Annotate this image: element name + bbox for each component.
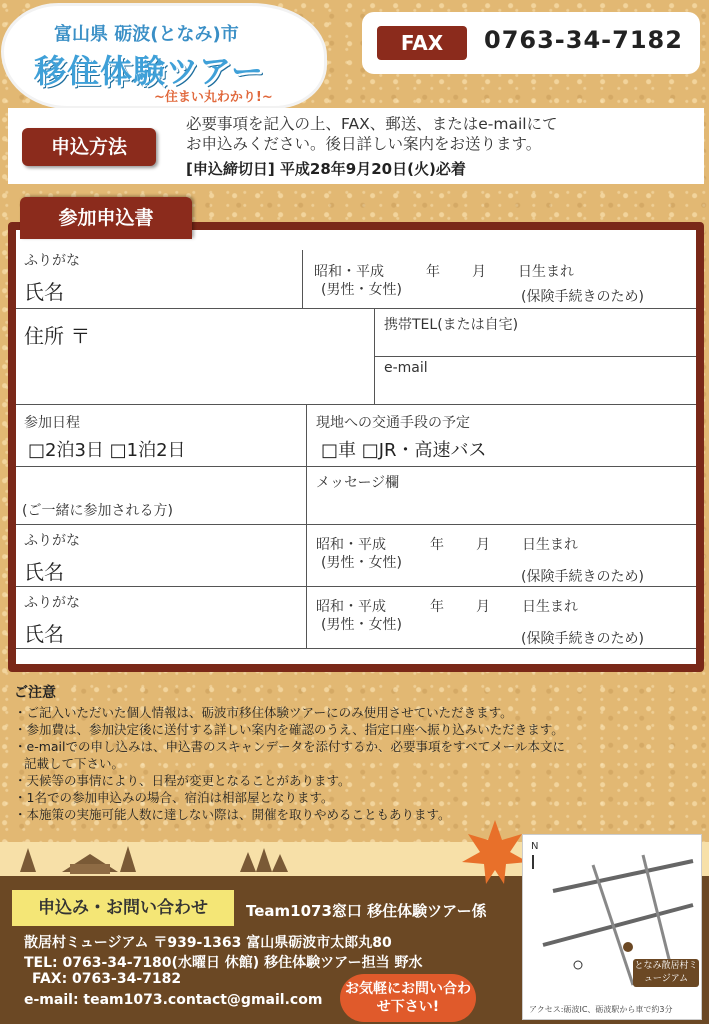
birth-era[interactable]: 昭和・平成 bbox=[316, 599, 386, 615]
inquiry-bubble: お気軽にお問い合わせ下さい! bbox=[340, 974, 476, 1022]
birth-month: 月 bbox=[472, 264, 486, 280]
insurance-note: (保険手続きのため) bbox=[521, 631, 644, 647]
furigana-label: ふりがな bbox=[24, 595, 80, 611]
city-label: 富山県 砺波(となみ)市 bbox=[54, 24, 239, 45]
address-label[interactable]: 住所 〒 bbox=[24, 324, 91, 348]
note-item: ・天候等の事情により、日程が変更となることがあります。 bbox=[14, 773, 351, 788]
contact-team: Team1073窓口 移住体験ツアー係 bbox=[246, 902, 487, 920]
divider bbox=[306, 524, 307, 586]
access-map bbox=[522, 834, 702, 1020]
birth-day: 日生まれ bbox=[522, 599, 578, 615]
email-label[interactable]: e-mail bbox=[384, 360, 428, 376]
fax-box bbox=[362, 12, 700, 74]
fax-label: FAX bbox=[377, 26, 467, 60]
birth-month: 月 bbox=[476, 537, 490, 553]
transport-label: 現地への交通手段の予定 bbox=[316, 415, 470, 431]
notes-section bbox=[14, 682, 704, 823]
birth-day: 日生まれ bbox=[522, 537, 578, 553]
svg-text:N: N bbox=[531, 841, 539, 852]
tour-subtitle: ~住まい丸わかり!~ bbox=[154, 90, 273, 105]
notes-list bbox=[14, 704, 704, 823]
birth-era[interactable]: 昭和・平成 bbox=[316, 537, 386, 553]
divider bbox=[16, 586, 696, 587]
divider bbox=[302, 250, 303, 308]
schedule-options[interactable]: □2泊3日 □1泊2日 bbox=[28, 440, 186, 461]
gender-select[interactable]: (男性・女性) bbox=[321, 617, 402, 633]
contact-fax[interactable]: FAX: 0763-34-7182 bbox=[32, 971, 182, 987]
divider bbox=[16, 648, 696, 649]
method-line-1: 必要事項を記入の上、FAX、郵送、またはe-mailにて bbox=[186, 115, 558, 133]
divider bbox=[16, 308, 696, 309]
mobile-label[interactable]: 携帯TEL(または自宅) bbox=[384, 317, 519, 333]
notes-title: ご注意 bbox=[14, 685, 56, 701]
method-label: 申込方法 bbox=[22, 128, 156, 166]
form-tab: 参加申込書 bbox=[20, 197, 192, 239]
divider bbox=[306, 404, 307, 524]
birth-year: 年 bbox=[430, 599, 444, 615]
name-label[interactable]: 氏名 bbox=[24, 280, 64, 304]
birth-era[interactable]: 昭和・平成 bbox=[314, 264, 384, 280]
companion-label: (ご一緒に参加される方) bbox=[22, 503, 173, 519]
map-place-label: となみ散居村ミュージアム bbox=[633, 959, 699, 987]
note-item: ・ご記入いただいた個人情報は、砺波市移住体験ツアーにのみ使用させていただきます。 bbox=[14, 705, 513, 720]
birth-day: 日生まれ bbox=[518, 264, 574, 280]
contact-label: 申込み・お問い合わせ bbox=[12, 890, 234, 926]
divider bbox=[374, 356, 696, 357]
name-label[interactable]: 氏名 bbox=[24, 622, 64, 646]
gender-select[interactable]: (男性・女性) bbox=[321, 282, 402, 298]
note-item: ・1名での参加申込みの場合、宿泊は相部屋となります。 bbox=[14, 790, 334, 805]
method-line-2: お申込みください。後日詳しい案内をお送ります。 bbox=[186, 135, 542, 153]
birth-year: 年 bbox=[426, 264, 440, 280]
maple-leaf-icon bbox=[460, 818, 530, 888]
contact-address: 散居村ミュージアム 〒939-1363 富山県砺波市太郎丸80 bbox=[24, 935, 392, 951]
note-item: 記載して下さい。 bbox=[24, 756, 125, 771]
application-form bbox=[8, 222, 704, 672]
divider bbox=[16, 524, 696, 525]
furigana-label: ふりがな bbox=[24, 253, 80, 269]
divider bbox=[16, 466, 696, 467]
application-method-band bbox=[8, 108, 704, 184]
gender-select[interactable]: (男性・女性) bbox=[321, 555, 402, 571]
transport-options[interactable]: □車 □JR・高速バス bbox=[321, 440, 487, 461]
note-item: ・参加費は、参加決定後に送付する詳しい案内を確認のうえ、指定口座へ振り込みいただきます。 bbox=[14, 722, 564, 737]
tour-title: 移住体験ツアー bbox=[34, 52, 265, 90]
schedule-label: 参加日程 bbox=[24, 415, 80, 431]
note-item: ・本施策の実施可能人数に達しない際は、開催を取りやめることもあります。 bbox=[14, 807, 451, 822]
contact-email[interactable]: e-mail: team1073.contact@gmail.com bbox=[24, 992, 323, 1008]
message-label[interactable]: メッセージ欄 bbox=[316, 475, 400, 491]
village-illustration bbox=[0, 842, 520, 876]
map-access-note: アクセス:砺波IC、砺波駅から車で約3分 bbox=[529, 1005, 673, 1014]
insurance-note: (保険手続きのため) bbox=[521, 289, 644, 305]
fax-number: 0763-34-7182 bbox=[484, 26, 683, 54]
form-body bbox=[16, 230, 696, 664]
furigana-label: ふりがな bbox=[24, 533, 80, 549]
note-item: ・e-mailでの申し込みは、申込書のスキャンデータを添付するか、必要事項をすべてメール本文に bbox=[14, 739, 565, 754]
birth-year: 年 bbox=[430, 537, 444, 553]
method-text bbox=[186, 114, 558, 154]
name-label[interactable]: 氏名 bbox=[24, 560, 64, 584]
divider bbox=[306, 586, 307, 648]
deadline-text: [申込締切日] 平成28年9月20日(火)必着 bbox=[186, 160, 466, 178]
contact-tel[interactable]: TEL: 0763-34-7180(水曜日 休館) 移住体験ツアー担当 野水 bbox=[24, 955, 423, 971]
birth-month: 月 bbox=[476, 599, 490, 615]
divider bbox=[16, 404, 696, 405]
insurance-note: (保険手続きのため) bbox=[521, 569, 644, 585]
title-cloud bbox=[4, 6, 324, 106]
